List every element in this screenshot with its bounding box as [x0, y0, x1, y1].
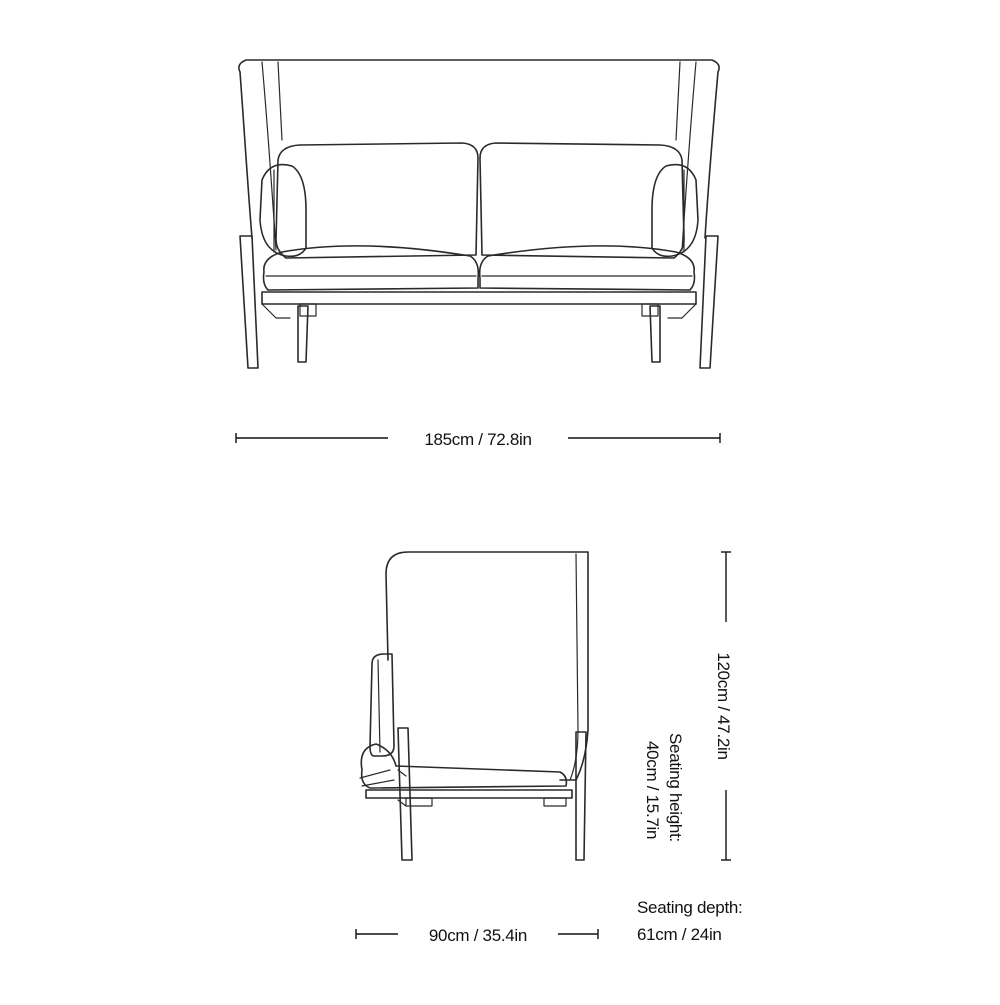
- side-armrest-cushion: [370, 654, 394, 756]
- height-label: 120cm / 47.2in: [714, 652, 733, 760]
- seating-height-value: 40cm / 15.7in: [643, 741, 662, 840]
- front-side-cushion-piping: [274, 170, 684, 252]
- side-seat-frame: [366, 790, 572, 798]
- front-back-cushion-right: [480, 143, 684, 258]
- side-leg-front: [398, 728, 412, 860]
- height-dimension: [714, 552, 733, 860]
- width-label: 185cm / 72.8in: [424, 430, 532, 449]
- side-armrest-piping: [378, 660, 380, 752]
- depth-dimension: [356, 926, 598, 945]
- front-wing-top-edges: [278, 62, 680, 140]
- front-seat-cushion-left: [264, 246, 479, 290]
- seating-height-title: Seating height:: [666, 733, 685, 842]
- front-base-brackets: [262, 304, 696, 318]
- seating-depth-annotation: [637, 898, 742, 944]
- front-side-cushion-right: [652, 165, 698, 257]
- sofa-front-view: [239, 60, 719, 368]
- seating-depth-value: 61cm / 24in: [637, 925, 722, 944]
- seating-height-annotation: [643, 733, 685, 842]
- front-leg-outer-right: [700, 236, 718, 368]
- seating-depth-title: Seating depth:: [637, 898, 743, 917]
- front-back-shell: [239, 60, 719, 238]
- front-side-cushion-left: [260, 165, 306, 257]
- front-leg-outer-left: [240, 236, 258, 368]
- depth-label: 90cm / 35.4in: [428, 926, 528, 945]
- front-base-frame: [262, 292, 696, 304]
- front-seat-cushion-right: [480, 246, 695, 290]
- width-dimension: [236, 430, 720, 449]
- side-back-shell: [386, 552, 588, 780]
- side-leg-rear: [576, 732, 586, 860]
- side-seat-brackets: [406, 798, 566, 806]
- side-seat-cushion: [361, 744, 566, 788]
- sofa-side-view: [360, 552, 588, 860]
